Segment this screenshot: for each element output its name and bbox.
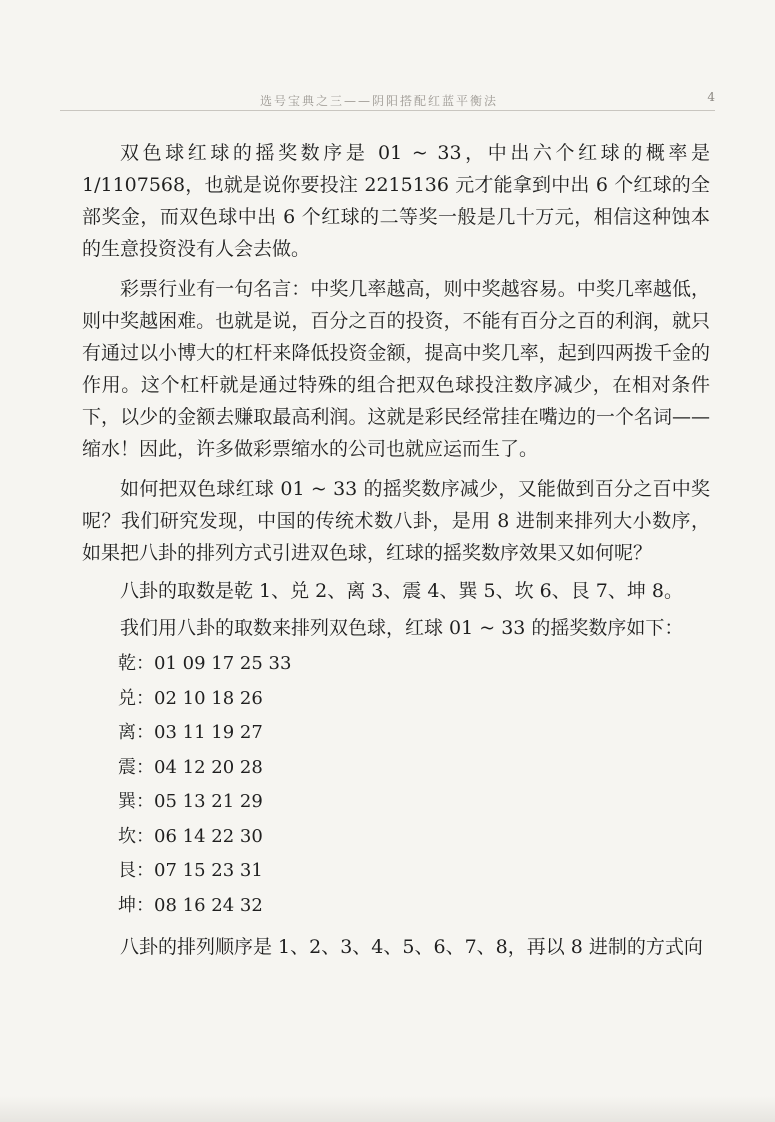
bagua-numbers-line: 八卦的取数是乾 1、兑 2、离 3、震 4、巽 5、坎 6、艮 7、坤 8。 [120, 580, 684, 602]
list-item-kan: 坎：06 14 22 30 [118, 825, 263, 847]
trigram-number-list [82, 647, 710, 923]
paragraph-closing: 八卦的排列顺序是 1、2、3、4、5、6、7、8，再以 8 进制的方式向 [120, 936, 703, 958]
running-header [60, 92, 715, 114]
list-item-qian: 乾：01 09 17 25 33 [118, 653, 292, 674]
page-number: 4 [707, 90, 715, 104]
list-item-zhen: 震：04 12 20 28 [118, 756, 263, 778]
page-body [82, 137, 710, 963]
list-item-xun: 巽：05 13 21 29 [118, 791, 263, 812]
list-item-dui: 兑：02 10 18 26 [118, 687, 263, 709]
paragraph-bagua-question: 如何把双色球红球 01 ~ 33 的摇奖数序减少，又能做到百分之百中奖呢？我们研究发现，中国的传统术数八卦，是用 8 进制来排列大小数序，如果把八卦的排列方式引进双色球，红球的摇奖数序效果又如何呢？ [82, 478, 710, 564]
header-rule [60, 110, 715, 111]
list-item-gen: 艮：07 15 23 31 [118, 860, 263, 881]
list-intro: 我们用八卦的取数来排列双色球，红球 01 ~ 33 的摇奖数序如下： [120, 617, 684, 639]
paragraph-industry-saying: 彩票行业有一句名言：中奖几率越高，则中奖越容易。中奖几率越低，则中奖越困难。也就是说，百分之百的投资，不能有百分之百的利润，就只有通过以小博大的杠杆来降低投资金额，提高中奖几率，起到四两拨千金的作用。这个杠杆就是通过特殊的组合把双色球投注数序减少，在相对条件下，以少的金额去赚取最高利润。这就是彩民经常挂在嘴边的一个名词——缩水！因此，许多做彩票缩水的公司也就应运而生了。 [82, 278, 710, 460]
running-title: 选号宝典之三——阴阳搭配红蓝平衡法 [260, 94, 499, 108]
list-item-li: 离：03 11 19 27 [118, 722, 263, 743]
paragraph-probability: 双色球红球的摇奖数序是 01 ~ 33，中出六个红球的概率是 1/1107568，也就是说你要投注 2215136 元才能拿到中出 6 个红球的全部奖金，而双色球中出 6 个红球的二等奖一般是几十万元，相信这种蚀本的生意投资没有人会去做。 [82, 142, 710, 260]
list-item-kun: 坤：08 16 24 32 [118, 894, 263, 916]
page-bottom-edge [0, 1096, 775, 1122]
